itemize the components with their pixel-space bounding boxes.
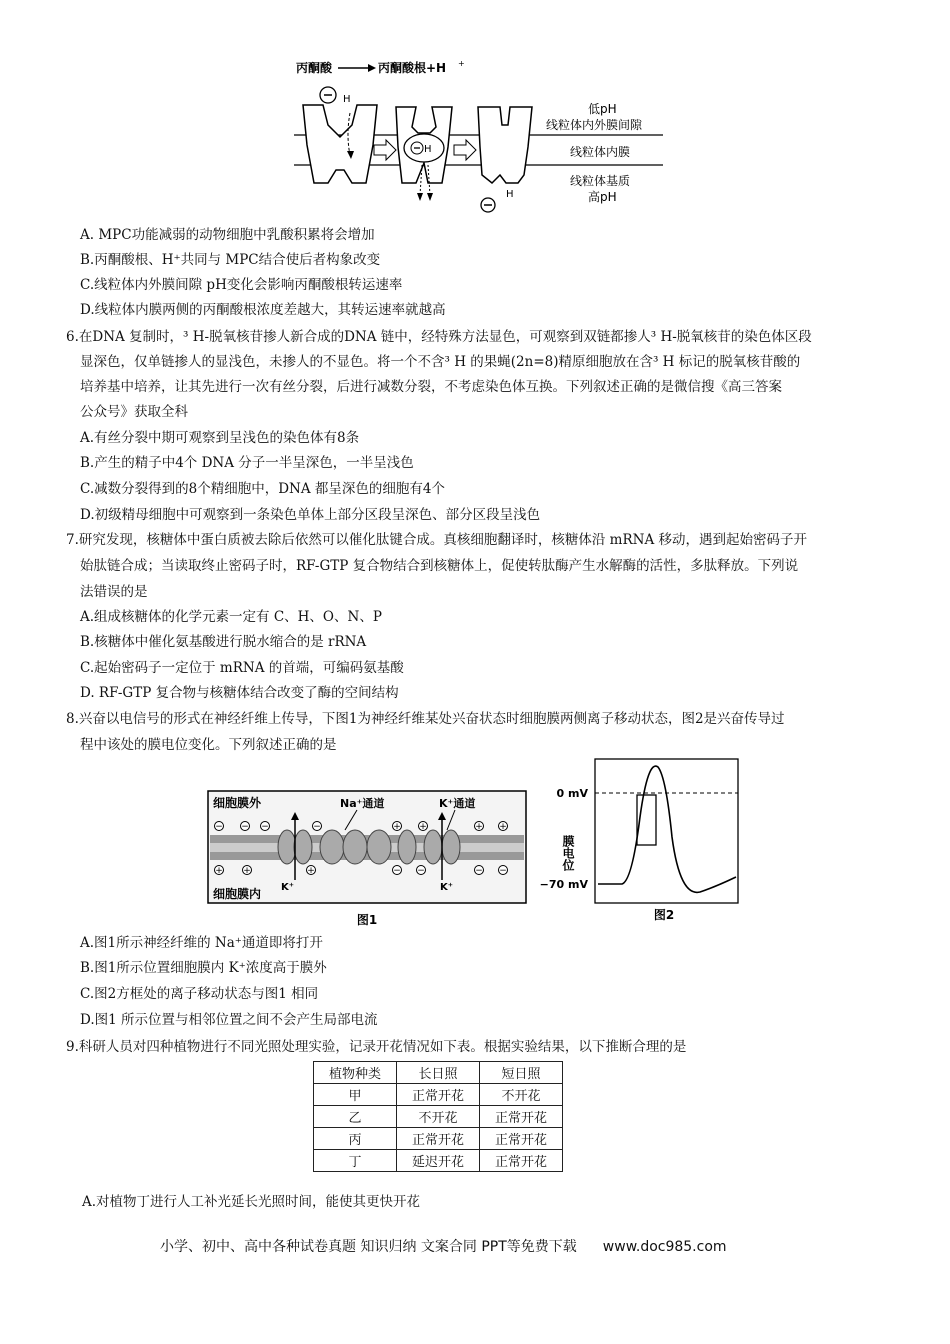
svg-text:−: − <box>241 822 249 832</box>
table-cell: 正常开花 <box>397 1084 480 1106</box>
table-cell: 不开花 <box>480 1084 563 1106</box>
footer <box>160 1236 727 1256</box>
ylabel: 膜电位 <box>561 835 575 871</box>
matrix-label: 线粒体基质 <box>570 174 631 188</box>
intermembrane-space-label: 线粒体内外膜间隙 <box>546 118 643 132</box>
mpc-transport-figure <box>288 55 673 217</box>
fig2-caption: 图2 <box>653 908 675 922</box>
svg-text:−: − <box>475 866 483 876</box>
q5-option-b: B.丙酮酸根、H⁺共同与 MPC结合使后者构象改变 <box>80 252 381 268</box>
table-cell: 正常开花 <box>480 1150 563 1172</box>
k-ion-label-2: K⁺ <box>440 882 454 893</box>
svg-text:−: − <box>417 866 425 876</box>
footer-url[interactable]: www.doc985.com <box>602 1239 727 1255</box>
svg-text:+: + <box>243 866 251 876</box>
table-cell: 丁 <box>314 1150 397 1172</box>
q8-option-c: C.图2方框处的离子移动状态与图1 相同 <box>80 986 319 1002</box>
table-row <box>314 1084 563 1106</box>
table-cell: 甲 <box>314 1084 397 1106</box>
table-row <box>314 1128 563 1150</box>
svg-text:+: + <box>475 822 483 832</box>
svg-text:−: − <box>393 866 401 876</box>
svg-text:+: + <box>307 866 315 876</box>
q8-option-b: B.图1所示位置细胞膜内 K⁺浓度高于膜外 <box>80 960 327 976</box>
q7-option-c: C.起始密码子一定位于 mRNA 的首端，可编码氨基酸 <box>80 660 404 676</box>
q6-stem-line-2: 显深色，仅单链掺人的显浅色，未掺人的不显色。将一个不含³ H 的果蝇(2n=8)精原细胞放在含³ H 标记的脱氧核苷酸的 <box>80 354 801 370</box>
q8-option-d: D.图1 所示位置与相邻位置之间不会产生局部电流 <box>80 1012 378 1028</box>
h-plus-label-3: H <box>506 189 514 200</box>
table-header-cell: 长日照 <box>397 1062 480 1084</box>
q8-stem-line-2: 程中该处的膜电位变化。下列叙述正确的是 <box>80 737 337 753</box>
zero-mv-label: 0 mV <box>556 787 588 800</box>
svg-text:+: + <box>215 866 223 876</box>
na-channel-label: Na⁺通道 <box>340 797 385 810</box>
high-ph-label: 高pH <box>588 190 617 204</box>
q7-stem-line-2: 始肽链合成；当读取终止密码子时，RF-GTP 复合物结合到核糖体上，促使转肽酶产生水解酶的活性，多肽释放。下列说 <box>80 558 799 574</box>
table-cell: 乙 <box>314 1106 397 1128</box>
table-cell: 正常开花 <box>480 1106 563 1128</box>
q7-stem-line-1: 7.研究发现，核糖体中蛋白质被去除后依然可以催化肽键合成。真核细胞翻译时，核糖体沿 mRNA 移动，遇到起始密码子开 <box>66 532 807 548</box>
q6-stem-line-3: 培养基中培养，让其先进行一次有丝分裂，后进行减数分裂，不考虑染色体互换。下列叙述正确的是微信搜《高三答案 <box>80 379 782 395</box>
reaction-right-label: 丙酮酸根+H <box>378 61 447 75</box>
table-cell: 正常开花 <box>480 1128 563 1150</box>
q6-option-b: B.产生的精子中4个 DNA 分子一半呈深色，一半呈浅色 <box>80 455 414 471</box>
membrane-potential-figure-2 <box>540 757 740 929</box>
svg-text:−: − <box>261 822 269 832</box>
q6-stem-line-4: 公众号》获取全科 <box>80 404 188 420</box>
svg-text:+: + <box>419 822 427 832</box>
fig1-caption: 图1 <box>356 913 378 927</box>
q9-option-a: A.对植物丁进行人工补光延长光照时间，能使其更快开花 <box>82 1194 421 1210</box>
q6-option-d: D.初级精母细胞中可观察到一条染色单体上部分区段呈深色、部分区段呈浅色 <box>80 507 541 523</box>
svg-text:−: − <box>215 822 223 832</box>
footer-text: 小学、初中、高中各种试卷真题 知识归纳 文案合同 PPT等免费下载 <box>160 1239 577 1255</box>
table-header-cell: 植物种类 <box>314 1062 397 1084</box>
h-plus-label-2: H <box>424 144 432 155</box>
table-row <box>314 1106 563 1128</box>
h-plus-label-1: H <box>343 94 351 105</box>
svg-text:+: + <box>499 822 507 832</box>
inner-membrane-label: 线粒体内膜 <box>570 145 631 159</box>
q6-option-a: A.有丝分裂中期可观察到呈浅色的染色体有8条 <box>80 430 360 446</box>
outside-label: 细胞膜外 <box>213 796 262 810</box>
q8-stem-line-1: 8.兴奋以电信号的形式在神经纤维上传导，下图1为神经纤维某处兴奋状态时细胞膜两侧离子移动状态，图2是兴奋传导过 <box>66 711 785 727</box>
q6-stem-line-1: 6.在DNA 复制时，³ H-脱氧核苷掺人新合成的DNA 链中，经特殊方法显色，可观察到双链都掺人³ H-脱氧核苷的染色体区段 <box>66 329 812 345</box>
svg-text:−: − <box>313 822 321 832</box>
q8-option-a: A.图1所示神经纤维的 Na⁺通道即将打开 <box>80 935 323 951</box>
table-cell: 正常开花 <box>397 1128 480 1150</box>
membrane-figure-1 <box>207 790 529 930</box>
q7-option-d: D. RF-GTP 复合物与核糖体结合改变了酶的空间结构 <box>80 685 399 701</box>
table-cell: 丙 <box>314 1128 397 1150</box>
k-ion-label-1: K⁺ <box>281 882 295 893</box>
q5-option-d: D.线粒体内膜两侧的丙酮酸根浓度差越大，其转运速率就越高 <box>80 302 446 318</box>
table-row <box>314 1150 563 1172</box>
reaction-left-label: 丙酮酸 <box>296 61 333 75</box>
table-header-cell: 短日照 <box>480 1062 563 1084</box>
flowering-table <box>313 1061 563 1172</box>
low-ph-label: 低pH <box>588 102 617 116</box>
k-channel-label: K⁺通道 <box>439 797 476 810</box>
table-cell: 不开花 <box>397 1106 480 1128</box>
q7-option-b: B.核糖体中催化氨基酸进行脱水缩合的是 rRNA <box>80 634 367 650</box>
rest-mv-label: −70 mV <box>540 878 588 891</box>
inside-label: 细胞膜内 <box>213 887 262 901</box>
q5-option-c: C.线粒体内外膜间隙 pH变化会影响丙酮酸根转运速率 <box>80 277 403 293</box>
table-header-row <box>314 1062 563 1084</box>
svg-text:+: + <box>458 59 465 68</box>
table-cell: 延迟开花 <box>397 1150 480 1172</box>
svg-text:−: − <box>499 866 507 876</box>
q7-option-a: A.组成核糖体的化学元素一定有 C、H、O、N、P <box>80 609 382 625</box>
q7-stem-line-3: 法错误的是 <box>80 584 148 600</box>
q5-option-a: A. MPC功能减弱的动物细胞中乳酸积累将会增加 <box>80 227 375 243</box>
q9-stem: 9.科研人员对四种植物进行不同光照处理实验，记录开花情况如下表。根据实验结果，以下推断合理的是 <box>66 1039 687 1055</box>
q6-option-c: C.减数分裂得到的8个精细胞中，DNA 都呈深色的细胞有4个 <box>80 481 445 497</box>
svg-text:+: + <box>393 822 401 832</box>
